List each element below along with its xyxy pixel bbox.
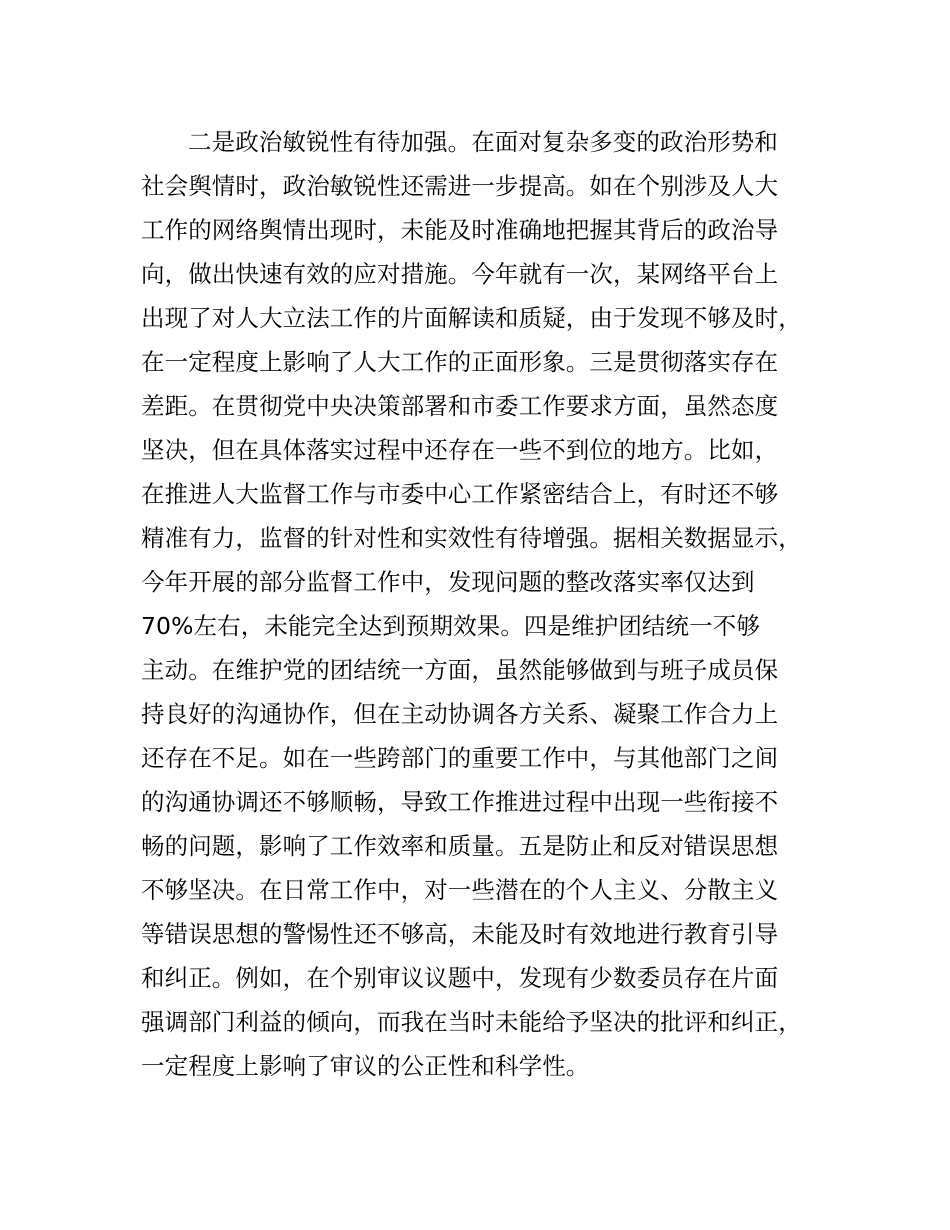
text-line: 主动。在维护党的团结统一方面，虽然能够做到与班子成员保 [141, 656, 779, 684]
body-paragraph [141, 120, 861, 1088]
text-line: 在一定程度上影响了人大工作的正面形象。三是贯彻落实存在 [141, 348, 779, 376]
text-line: 工作的网络舆情出现时，未能及时准确地把握其背后的政治导 [141, 216, 779, 244]
text-line: 强调部门利益的倾向，而我在当时未能给予坚决的批评和纠正， [141, 1008, 802, 1036]
text-line: 还存在不足。如在一些跨部门的重要工作中，与其他部门之间 [141, 744, 779, 772]
text-line: 社会舆情时，政治敏锐性还需进一步提高。如在个别涉及人大 [141, 172, 779, 200]
text-line: 坚决，但在具体落实过程中还存在一些不到位的地方。比如， [141, 436, 779, 464]
text-line: 二是政治敏锐性有待加强。在面对复杂多变的政治形势和 [188, 128, 778, 156]
text-line: 出现了对人大立法工作的片面解读和质疑，由于发现不够及时， [141, 304, 802, 332]
text-line: 持良好的沟通协作，但在主动协调各方关系、凝聚工作合力上 [141, 700, 779, 728]
text-line: 向，做出快速有效的应对措施。今年就有一次，某网络平台上 [141, 260, 779, 288]
text-line: 一定程度上影响了审议的公正性和科学性。 [141, 1052, 590, 1080]
text-line: 畅的问题，影响了工作效率和质量。五是防止和反对错误思想 [141, 832, 779, 860]
text-line: 等错误思想的警惕性还不够高，未能及时有效地进行教育引导 [141, 920, 779, 948]
text-line: 70%左右，未能完全达到预期效果。四是维护团结统一不够 [141, 612, 760, 640]
text-line: 不够坚决。在日常工作中，对一些潜在的个人主义、分散主义 [141, 876, 779, 904]
text-line: 在推进人大监督工作与市委中心工作紧密结合上，有时还不够 [141, 480, 779, 508]
text-line: 和纠正。例如，在个别审议议题中，发现有少数委员存在片面 [141, 964, 779, 992]
text-line: 的沟通协调还不够顺畅，导致工作推进过程中出现一些衔接不 [141, 788, 779, 816]
text-line: 精准有力，监督的针对性和实效性有待增强。据相关数据显示， [141, 524, 802, 552]
text-line: 今年开展的部分监督工作中，发现问题的整改落实率仅达到 [141, 568, 755, 596]
text-line: 差距。在贯彻党中央决策部署和市委工作要求方面，虽然态度 [141, 392, 779, 420]
